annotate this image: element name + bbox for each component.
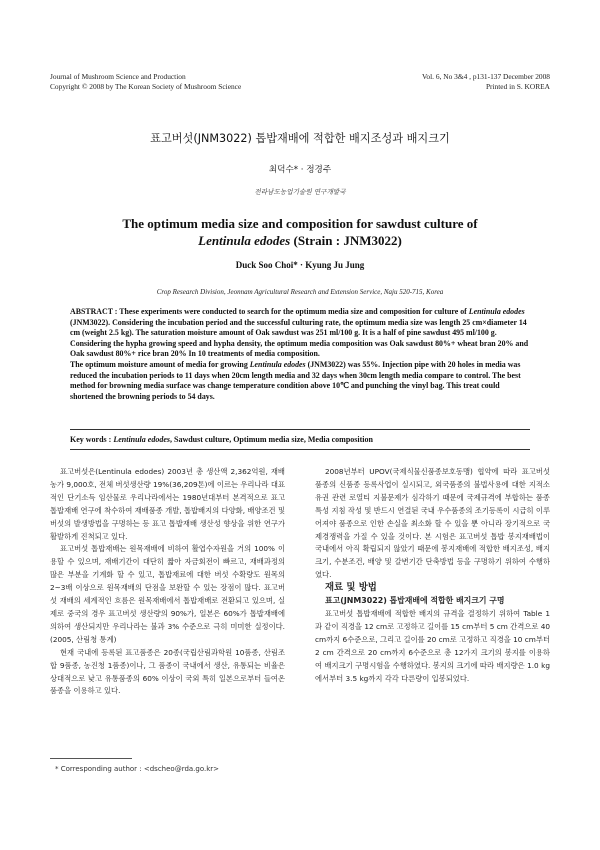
species-name: Lentinula edodes <box>113 435 170 444</box>
body-paragraph: 현재 국내에 등록된 표고품종은 20종(국립산림과학원 10품종, 산림조합 9품종, 농진청 1품종)이나, 그 품종이 국내에서 생산, 유통되는 비율은 상대적으로 낮고 유통품종의 60% 이상이 국외 특히 일본으로부터 들여온 품종을 이용하고 있다. <box>50 647 285 696</box>
abstract-text: (JNM3022). Considering the incubation period and the successful culturing rate, the optimum media size was length 25 cm×diameter 14 cm (weight 2.5 kg). The saturation moisture amount of Oak sawdust was 251 ml/100 g. It is a half of pine sawdust 495 ml/100 g. Considering the hypha growing speed and hypha density, the optimum media composition was Oak sawdust 80%+ wheat bran 20% and Oak sawdust 80%+ rice bran 20% In 10 treatments of media composition. <box>70 317 529 359</box>
keywords <box>70 435 530 444</box>
abstract-text: The optimum moisture amount of media for growing <box>70 359 250 369</box>
keywords-divider <box>70 449 530 450</box>
section-heading: 재료 및 방법 <box>325 582 377 594</box>
abstract-text: ABSTRACT : These experiments were conducted to search for the optimum media size and composition for culture of <box>70 307 469 316</box>
english-title <box>0 215 600 249</box>
journal-header-right <box>422 72 550 92</box>
abstract <box>70 307 530 402</box>
keywords-label: Key words : <box>70 435 114 444</box>
body-column-right <box>315 466 550 685</box>
copyright-line: Copyright © 2008 by The Korean Society of Mushroom Science <box>50 82 242 91</box>
body-column-left <box>50 466 285 698</box>
footnote-divider <box>50 758 132 759</box>
abstract-paragraph-2 <box>70 360 530 402</box>
journal-name: Journal of Mushroom Science and Production <box>50 72 186 81</box>
korean-authors: 최덕수* · 정경주 <box>268 165 332 175</box>
keywords-text: , Sawdust culture, Optimum media size, Media composition <box>170 435 373 444</box>
corresponding-author-footnote: * Corresponding author : <dscheo@rda.go.kr> <box>55 765 220 773</box>
subsection-heading: 표고(JNM3022) 톱밥재배에 적합한 배지크기 구명 <box>325 596 505 606</box>
abstract-text: (JNM3022) was 55%. Injection pipe with 20 holes in media was reduced the incubation periods to 11 days when 20cm length media and 32 days when 30cm length media compare to control. The best method for browning media surface was change temperature condition above 10℃ and punching the vinyl bag. This treat could shortened the browning periods to 54 days. <box>70 359 521 401</box>
volume-line: Vol. 6, No 3&4 , p131-137 December 2008 <box>422 72 550 81</box>
species-name: Lentinula edodes <box>468 307 525 316</box>
english-authors: Duck Soo Choi* · Kyung Ju Jung <box>235 260 365 270</box>
abstract-paragraph-1 <box>70 307 530 360</box>
body-paragraph: 표고버섯 톱밥재배는 원목재배에 비하여 활엽수자원을 거의 100% 이용할 수 있으며, 재배기간이 대단히 짧아 자금회전이 빠르고, 재배과정의 많은 부분을 기계화 할 수 있고, 톱밥재료에 대한 버섯 수확량도 원목의 2~3배 이상으로 원목재배의 단점을 보완할 수 있는 장점이 많다. 표고버섯 재배의 세계적인 흐름은 원목재배에서 톱밥재배로 전환되고 있으며, 실제로 중국의 경우 표고버섯 생산량의 90%가, 일본은 60%가 톱밥재배에 의하여 생산되지만 우리나라는 불과 3% 수준으로 극히 미미한 실정이다.(2005, 산림청 통계) <box>50 544 285 644</box>
english-affiliation: Crop Research Division, Jeonnam Agricultural Research and Extension Service, Naju 520-715, Korea <box>156 288 444 296</box>
body-paragraph: 표고버섯은(Lentinula edodes) 2003년 총 생산액 2,362억원, 재배농가 9,000호, 전체 버섯생산량 19%(36,209톤)에 이르는 우리나라 대표적인 단기소득 임산물로 우리나라에서는 1980년대부터 본격적으로 표고 톱밥재배 연구에 착수하여 재배품종 개발, 톱밥배지의 다양화, 배양조건 및 버섯의 발생방법을 구명하는 등 표고 톱밥재배 생산성 향상을 위한 연구가 활발하게 진척되고 있다. <box>50 467 285 541</box>
abstract-divider <box>70 429 530 430</box>
english-title-line2 <box>0 232 600 249</box>
body-paragraph: 표고버섯 톱밥재배에 적합한 배지의 규격을 결정하기 위하여 Table 1 과 같이 직경을 12 cm로 고정하고 길이를 15 cm부터 5 cm 간격으로 40 cm까지 6수준으로, 그리고 길이를 20 cm로 고정하고 직경을 10 cm부터 2 cm 간격으로 20 cm까지 6수준으로 총 12가지 크기의 봉지를 이용하여 배지크기 구명시험을 수행하였다. 봉지의 크기에 따라 배지량은 1.0 kg에서부터 3.5 kg까지 각각 다른량이 입봉되었다. <box>315 608 550 683</box>
body-paragraph: 2008년부터 UPOV(국제식물신품종보호동맹) 협약에 따라 표고버섯 품종의 신품종 등록사업이 실시되고, 외국품종의 불법사용에 대한 지적소유권 관련 로열티 지불문제가 심각하기 때문에 국제규격에 부합하는 품종특성 지침 작성 및 반드시 연결된 국내 우수품종의 조기등록이 시급히 이루어져야 품종으로 인한 손실을 최소화 할 수 있을 뿐 아니라 장기적으로 국제경쟁력을 가질 수 있을 것이다. 본 시험은 표고버섯 톱밥 봉지재배법이 국내에서 아직 확립되지 않았기 때문에 봉지재배에 적합한 배지조성, 배지크기, 수분조건, 배양 및 갈변기간 단축방법 등을 구명하기 위하여 수행하였다. <box>315 467 550 580</box>
korean-affiliation: 전라남도농업기술원 연구개발국 <box>254 188 346 196</box>
korean-title: 표고버섯(JNM3022) 톱밥재배에 적합한 배지조성과 배지크기 <box>150 132 450 145</box>
journal-header-left <box>50 72 241 92</box>
species-name: Lentinula edodes <box>249 359 306 369</box>
printed-line: Printed in S. KOREA <box>485 82 550 91</box>
english-title-line1: The optimum media size and composition for sawdust culture of <box>122 216 478 231</box>
species-name: Lentinula edodes <box>198 233 291 248</box>
strain-label: (Strain : JNM3022) <box>290 233 402 248</box>
